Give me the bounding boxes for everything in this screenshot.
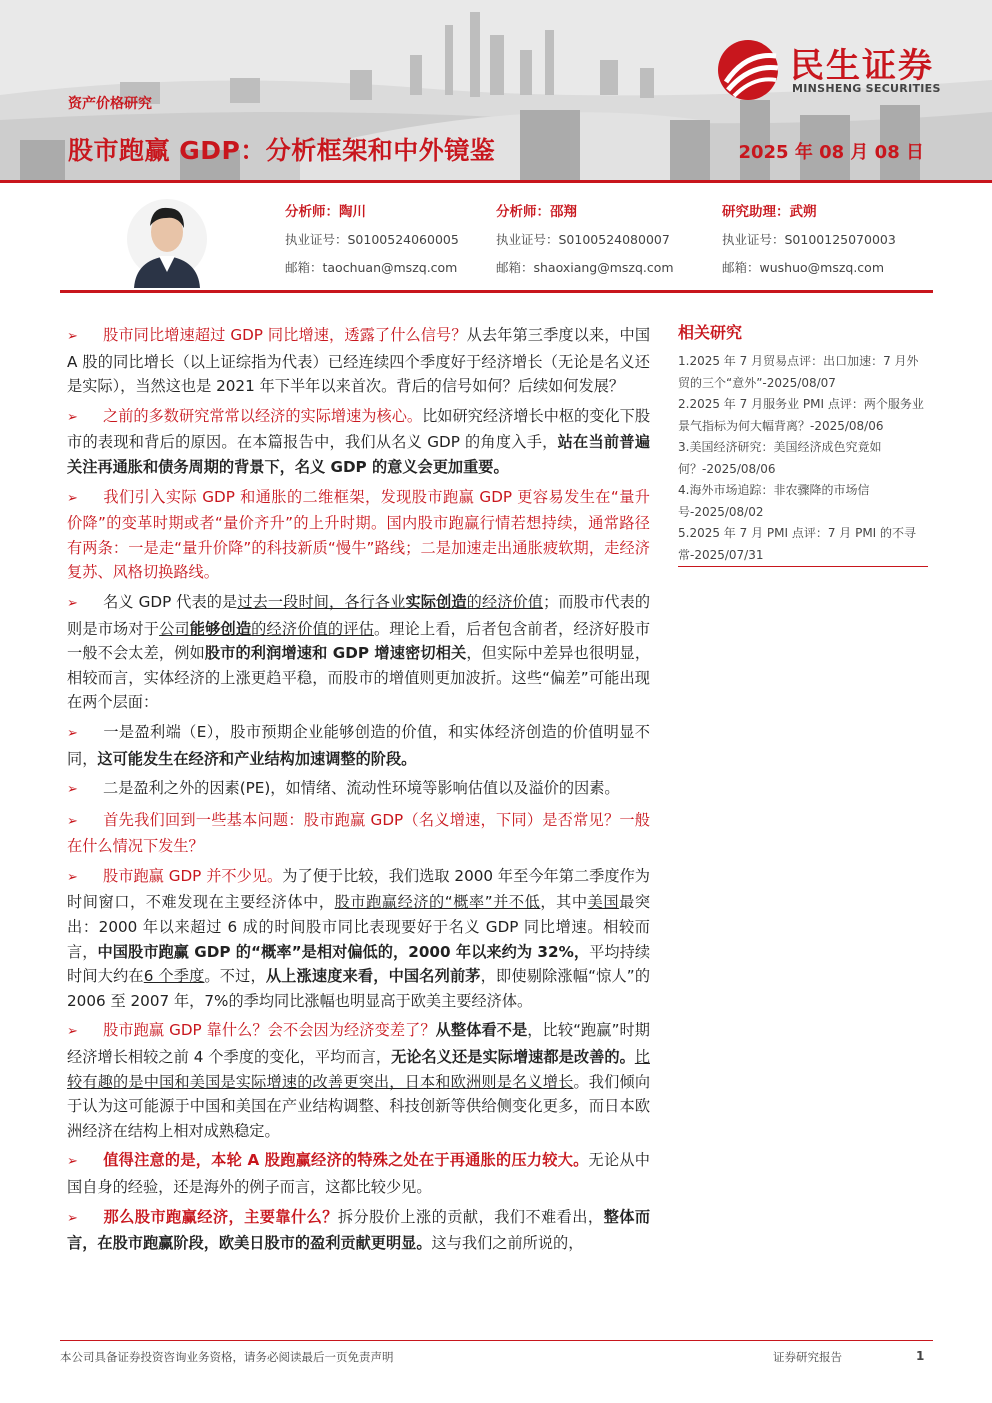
analyst-cert: 执业证号：S0100125070003 [722,232,896,247]
logo-text-en: MINSHENG SECURITIES [792,82,941,95]
bullet-icon: ➢ [67,595,78,611]
paragraph-1: ➢ 股市同比增速超过 GDP 同比增速，透露了什么信号？从去年第三季度以来，中国 A 股的同比增长（以上证综指为代表）已经连续四个季度好于经济增长（无论是名义还是实际），当然这也是 2021 年下半年以来首次。背后的信号如何？后续如何发展？ [67,326,651,396]
analyst-photo [126,190,208,288]
analyst-name: 分析师：邵翔 [496,204,577,220]
paragraph-7: ➢ 首先我们回到一些基本问题：股市跑赢 GDP（名义增速，下同）是否常见？一般在什么情况下发生？ [67,810,650,856]
bullet-icon: ➢ [67,490,78,506]
paragraph-6: ➢ 二是盈利之外的因素(PE)，如情绪、流动性环境等影响估值以及溢价的因素。 [67,776,650,803]
paragraph-9: ➢ 股市跑赢 GDP 靠什么？会不会因为经济变差了？从整体看不是，比较“跑赢”时期经济增长相较之前 4 个季度的变化，平均而言，无论名义还是实际增速都是改善的。比较有趣的是中国和美国是实际增速的改善更突出，日本和欧洲则是名义增长。我们倾向于认为这可能源于中国和美国在产业结构调整、科技创新等供给侧变化更多，而日本欧洲经济在结构上相对成熟稳定。 [67,1021,651,1140]
analyst-cert: 执业证号：S0100524080007 [496,232,670,247]
bullet-icon: ➢ [67,1024,78,1040]
report-title: 股市跑赢 GDP：分析框架和中外镜鉴 [68,136,496,165]
related-research-item[interactable]: 1.2025 年 7 月贸易点评：出口加速：7 月外贸的三个“意外”-2025/08/07 [678,354,919,390]
bullet-icon: ➢ [67,725,78,741]
bullet-icon: ➢ [67,813,78,829]
logo-text-cn: 民生证券 [790,46,934,86]
report-category: 资产价格研究 [68,96,152,112]
related-research-item[interactable]: 3.美国经济研究：美国经济成色究竟如何？-2025/08/06 [678,440,882,476]
report-body [67,323,650,1261]
related-research-item[interactable]: 4.海外市场追踪：非农骤降的市场信号-2025/08/02 [678,483,870,519]
company-logo [716,36,966,104]
related-research-item[interactable]: 5.2025 年 7 月 PMI 点评：7 月 PMI 的不寻常-2025/07/31 [678,526,917,562]
related-research-item[interactable]: 2.2025 年 7 月服务业 PMI 点评：两个服务业景气指标为何大幅背离？-2025/08/06 [678,397,924,433]
paragraph-2: ➢ 之前的多数研究常常以经济的实际增速为核心。比如研究经济增长中枢的变化下股市的表现和背后的原因。在本篇报告中，我们从名义 GDP 的角度入手，站在当前普遍关注再通胀和债务周期的背景下，名义 GDP 的意义会更加重要。 [67,406,651,476]
analyst-email[interactable]: 邮箱：taochuan@mszq.com [285,260,458,275]
analyst-email[interactable]: 邮箱：shaoxiang@mszq.com [496,260,674,275]
sidebar-title: 相关研究 [678,323,743,342]
analyst-name: 分析师：陶川 [285,204,366,220]
analyst-2 [496,200,674,276]
analyst-3 [722,200,896,276]
header-banner [0,0,992,180]
minsheng-logo-icon [716,38,784,102]
analyst-cert: 执业证号：S0100524060005 [285,232,459,247]
paragraph-5: ➢ 一是盈利端（E），股市预期企业能够创造的价值，和实体经济创造的价值明显不同，这可能发生在经济和产业结构加速调整的阶段。 [67,722,650,768]
paragraph-4: ➢ 名义 GDP 代表的是过去一段时间，各行各业实际创造的经济价值；而股市代表的则是市场对于公司能够创造的经济价值的评估。理论上看，后者包含前者，经济好股市一般不会太差，例如股市的利润增速和 GDP 增速密切相关，但实际中差异也很明显，相较而言，实体经济的上涨更趋平稳，而股市的增值则更加波折。这些“偏差”可能出现在两个层面： [67,592,651,712]
analyst-1 [285,200,459,276]
bullet-icon: ➢ [67,869,78,885]
analyst-divider [60,290,933,293]
paragraph-8: ➢ 股市跑赢 GDP 并不少见。为了便于比较，我们选取 2000 年至今年第二季度作为时间窗口，不难发现在主要经济体中，股市跑赢经济的“概率”并不低，其中美国最突出：2000 年以来超过 6 成的时间股市同比表现要好于名义 GDP 同比增速。相较而言，中国股市跑赢 GDP 的“概率”是相对偏低的，2000 年以来约为 32%，平均持续时间大约在6 个季度。不过，从上涨速度来看，中国名列前茅，即使剔除涨幅“惊人”的 2006 至 2007 年，7%的季均同比涨幅也明显高于欧美主要经济体。 [67,866,651,1010]
paragraph-11: ➢ 那么股市跑赢经济，主要靠什么？拆分股价上涨的贡献，我们不难看出，整体而言，在股市跑赢阶段，欧美日股市的盈利贡献更明显。这与我们之前所说的， [67,1207,651,1253]
bullet-icon: ➢ [67,1210,78,1226]
header-divider [0,180,992,183]
paragraph-3: ➢ 我们引入实际 GDP 和通胀的二维框架，发现股市跑赢 GDP 更容易发生在“量升价降”的变革时期或者“量价齐升”的上升时期。国内股市跑赢行情若想持续，通常路径有两条：一是走“量升价降”的科技新质“慢牛”路线；二是加速走出通胀疲软期，走经济复苏、风格切换路线。 [67,487,650,582]
analyst-email[interactable]: 邮箱：wushuo@mszq.com [722,260,885,275]
bullet-icon: ➢ [67,782,78,798]
bullet-icon: ➢ [67,409,78,425]
sidebar-divider [678,566,928,567]
bullet-icon: ➢ [67,1154,78,1170]
page-number: 1 [916,1349,925,1363]
footer-divider [60,1340,933,1341]
footer-disclaimer: 本公司具备证券投资咨询业务资格，请务必阅读最后一页免责声明 [60,1350,394,1364]
analyst-name: 研究助理：武朔 [722,204,817,220]
footer-doc-type: 证券研究报告 [773,1350,842,1364]
related-research-sidebar [678,320,928,566]
paragraph-10: ➢ 值得注意的是，本轮 A 股跑赢经济的特殊之处在于再通胀的压力较大。无论从中国自身的经验，还是海外的例子而言，这都比较少见。 [67,1151,650,1196]
bullet-icon: ➢ [67,329,78,344]
report-date: 2025 年 08 月 08 日 [738,142,924,163]
